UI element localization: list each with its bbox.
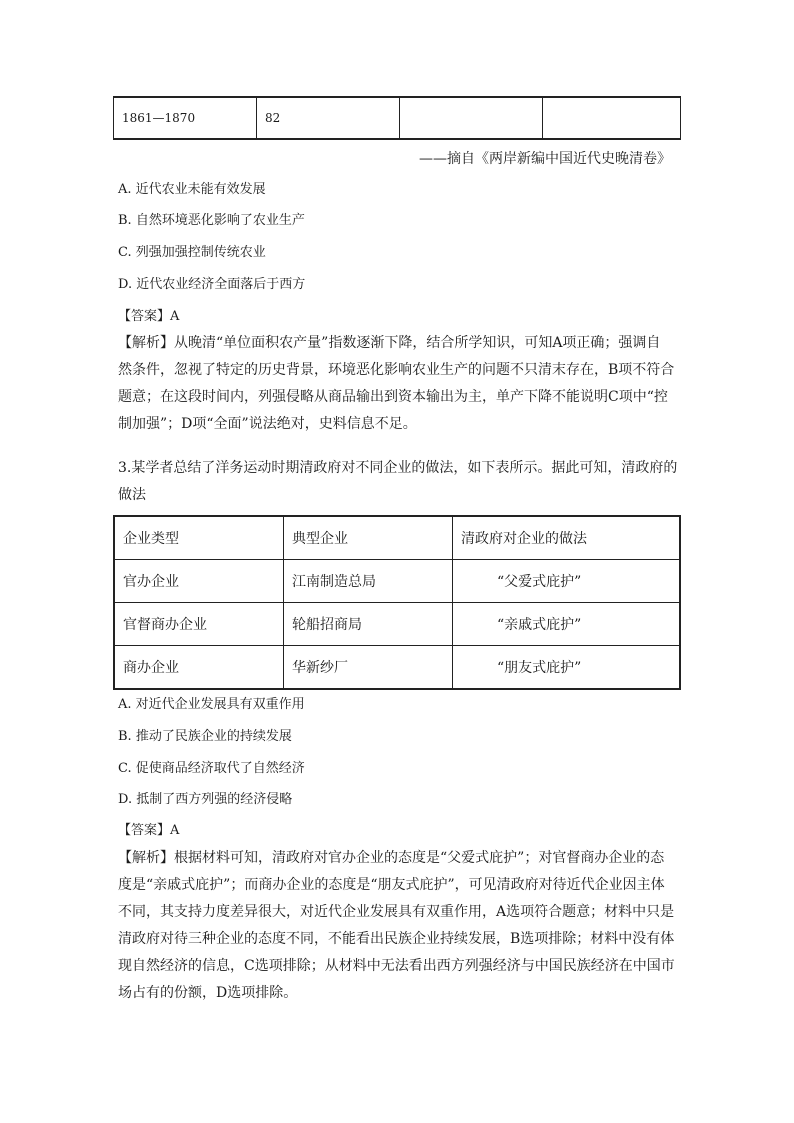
table-cell	[543, 97, 681, 139]
table-cell: 轮船招商局	[284, 603, 453, 646]
analysis-line: 场占有的份额，D选项排除。	[118, 985, 298, 1001]
table-cell: “亲戚式庇护”	[453, 603, 681, 646]
table-row	[114, 97, 681, 139]
table-cell: “父爱式庇护”	[453, 560, 681, 603]
table-cell: 82	[257, 97, 400, 139]
q2-answer: 【答案】A	[118, 309, 180, 324]
continued-table	[113, 96, 681, 140]
table-row	[114, 646, 680, 690]
analysis-line: 现自然经济的信息，C选项排除；从材料中无法看出西方列强经济与中国民族经济在中国市	[118, 958, 675, 974]
analysis-line: 度是“亲戚式庇护”；而商办企业的态度是“朋友式庇护”，可见清政府对待近代企业因主体	[118, 877, 665, 893]
table-cell: 1861—1870	[114, 97, 257, 139]
table-cell: 华新纱厂	[284, 646, 453, 690]
analysis-line: 【解析】根据材料可知，清政府对官办企业的态度是“父爱式庇护”；对官督商办企业的态	[118, 850, 665, 866]
table-header: 清政府对企业的做法	[453, 516, 681, 560]
q3-option-d: D. 抵制了西方列强的经济侵略	[118, 792, 293, 807]
q3-analysis	[118, 845, 682, 1007]
analysis-line: 制加强”；D项“全面”说法绝对，史料信息不足。	[118, 416, 417, 432]
q3-stem	[118, 455, 682, 509]
q2-analysis	[118, 330, 682, 438]
table-row	[114, 603, 680, 646]
analysis-line: 然条件，忽视了特定的历史背景，环境恶化影响农业生产的问题不只清末存在，B项不符合	[118, 362, 675, 378]
analysis-line: 不同，其支持力度差异很大，对近代企业发展具有双重作用，A选项符合题意；材料中只是	[118, 904, 675, 920]
q2-option-d: D. 近代农业经济全面落后于西方	[118, 277, 306, 292]
q2-option-c: C. 列强加强控制传统农业	[118, 245, 266, 260]
table-cell: 官督商办企业	[114, 603, 284, 646]
q3-option-a: A. 对近代企业发展具有双重作用	[118, 697, 305, 712]
table-cell: 商办企业	[114, 646, 284, 690]
table-header: 企业类型	[114, 516, 284, 560]
q2-option-b: B. 自然环境恶化影响了农业生产	[118, 213, 305, 228]
analysis-line: 清政府对待三种企业的态度不同，不能看出民族企业持续发展，B选项排除；材料中没有体	[118, 931, 675, 947]
table-cell: “朋友式庇护”	[453, 646, 681, 690]
q3-option-c: C. 促使商品经济取代了自然经济	[118, 761, 305, 776]
q3-option-b: B. 推动了民族企业的持续发展	[118, 729, 292, 744]
analysis-line: 题意；在这段时间内，列强侵略从商品输出到资本输出为主，单产下降不能说明C项中“控	[118, 389, 668, 405]
table-cell: 江南制造总局	[284, 560, 453, 603]
q3-answer: 【答案】A	[118, 823, 180, 838]
stem-line: 3.某学者总结了洋务运动时期清政府对不同企业的做法，如下表所示。据此可知，清政府的	[118, 460, 678, 476]
source-note: ——摘自《两岸新编中国近代史晚清卷》	[419, 151, 671, 167]
table-cell	[400, 97, 543, 139]
table-header-row	[114, 516, 680, 560]
analysis-line: 【解析】从晚清“单位面积农产量”指数逐渐下降，结合所学知识，可知A项正确；强调自	[118, 335, 661, 351]
enterprise-table	[113, 515, 681, 690]
table-row	[114, 560, 680, 603]
table-cell: 官办企业	[114, 560, 284, 603]
stem-line: 做法	[118, 487, 146, 503]
table-header: 典型企业	[284, 516, 453, 560]
q2-option-a: A. 近代农业未能有效发展	[118, 182, 266, 197]
